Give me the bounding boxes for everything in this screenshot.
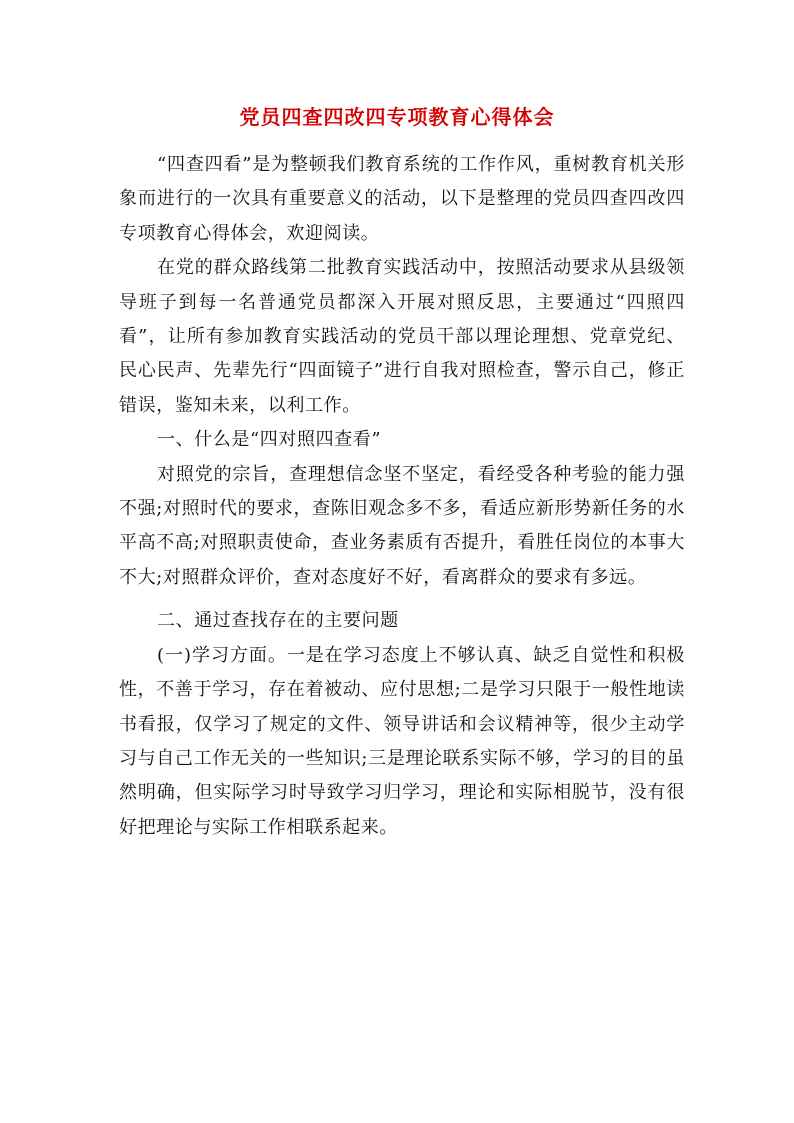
- section-1-paragraph: 对照党的宗旨，查理想信念坚不坚定，看经受各种考验的能力强不强;对照时代的要求，查陈旧观念多不多，看适应新形势新任务的水平高不高;对照职责使命，查业务素质有否提升，看胜任岗位的本事大不大;对照群众评价，查对态度好不好，看离群众的要求有多远。: [119, 463, 685, 588]
- section-2-paragraph: (一)学习方面。一是在学习态度上不够认真、缺乏自觉性和积极性，不善于学习，存在着被动、应付思想;二是学习只限于一般性地读书看报，仅学习了规定的文件、领导讲话和会议精神等，很少主动学习与自己工作无关的一些知识;三是理论联系实际不够，学习的目的虽然明确，但实际学习时导致学习归学习，理论和实际相脱节，没有很好把理论与实际工作相联系起来。: [119, 644, 685, 838]
- intro-paragraph: “四查四看”是为整顿我们教育系统的工作作风，重树教育机关形象而进行的一次具有重要意义的活动，以下是整理的党员四查四改四专项教育心得体会，欢迎阅读。: [119, 154, 685, 244]
- document-body: [119, 148, 685, 845]
- document-title: 党员四查四改四专项教育心得体会: [239, 105, 555, 129]
- section-heading-2: 二、通过查找存在的主要问题: [157, 610, 399, 632]
- section-heading-1: 一、什么是“四对照四查看”: [157, 429, 382, 451]
- background-paragraph: 在党的群众路线第二批教育实践活动中，按照活动要求从县级领导班子到每一名普通党员都深入开展对照反思，主要通过“四照四看”，让所有参加教育实践活动的党员干部以理论理想、党章党纪、民心民声、先辈先行“四面镜子”进行自我对照检查，警示自己，修正错误，鉴知未来，以利工作。: [119, 257, 685, 416]
